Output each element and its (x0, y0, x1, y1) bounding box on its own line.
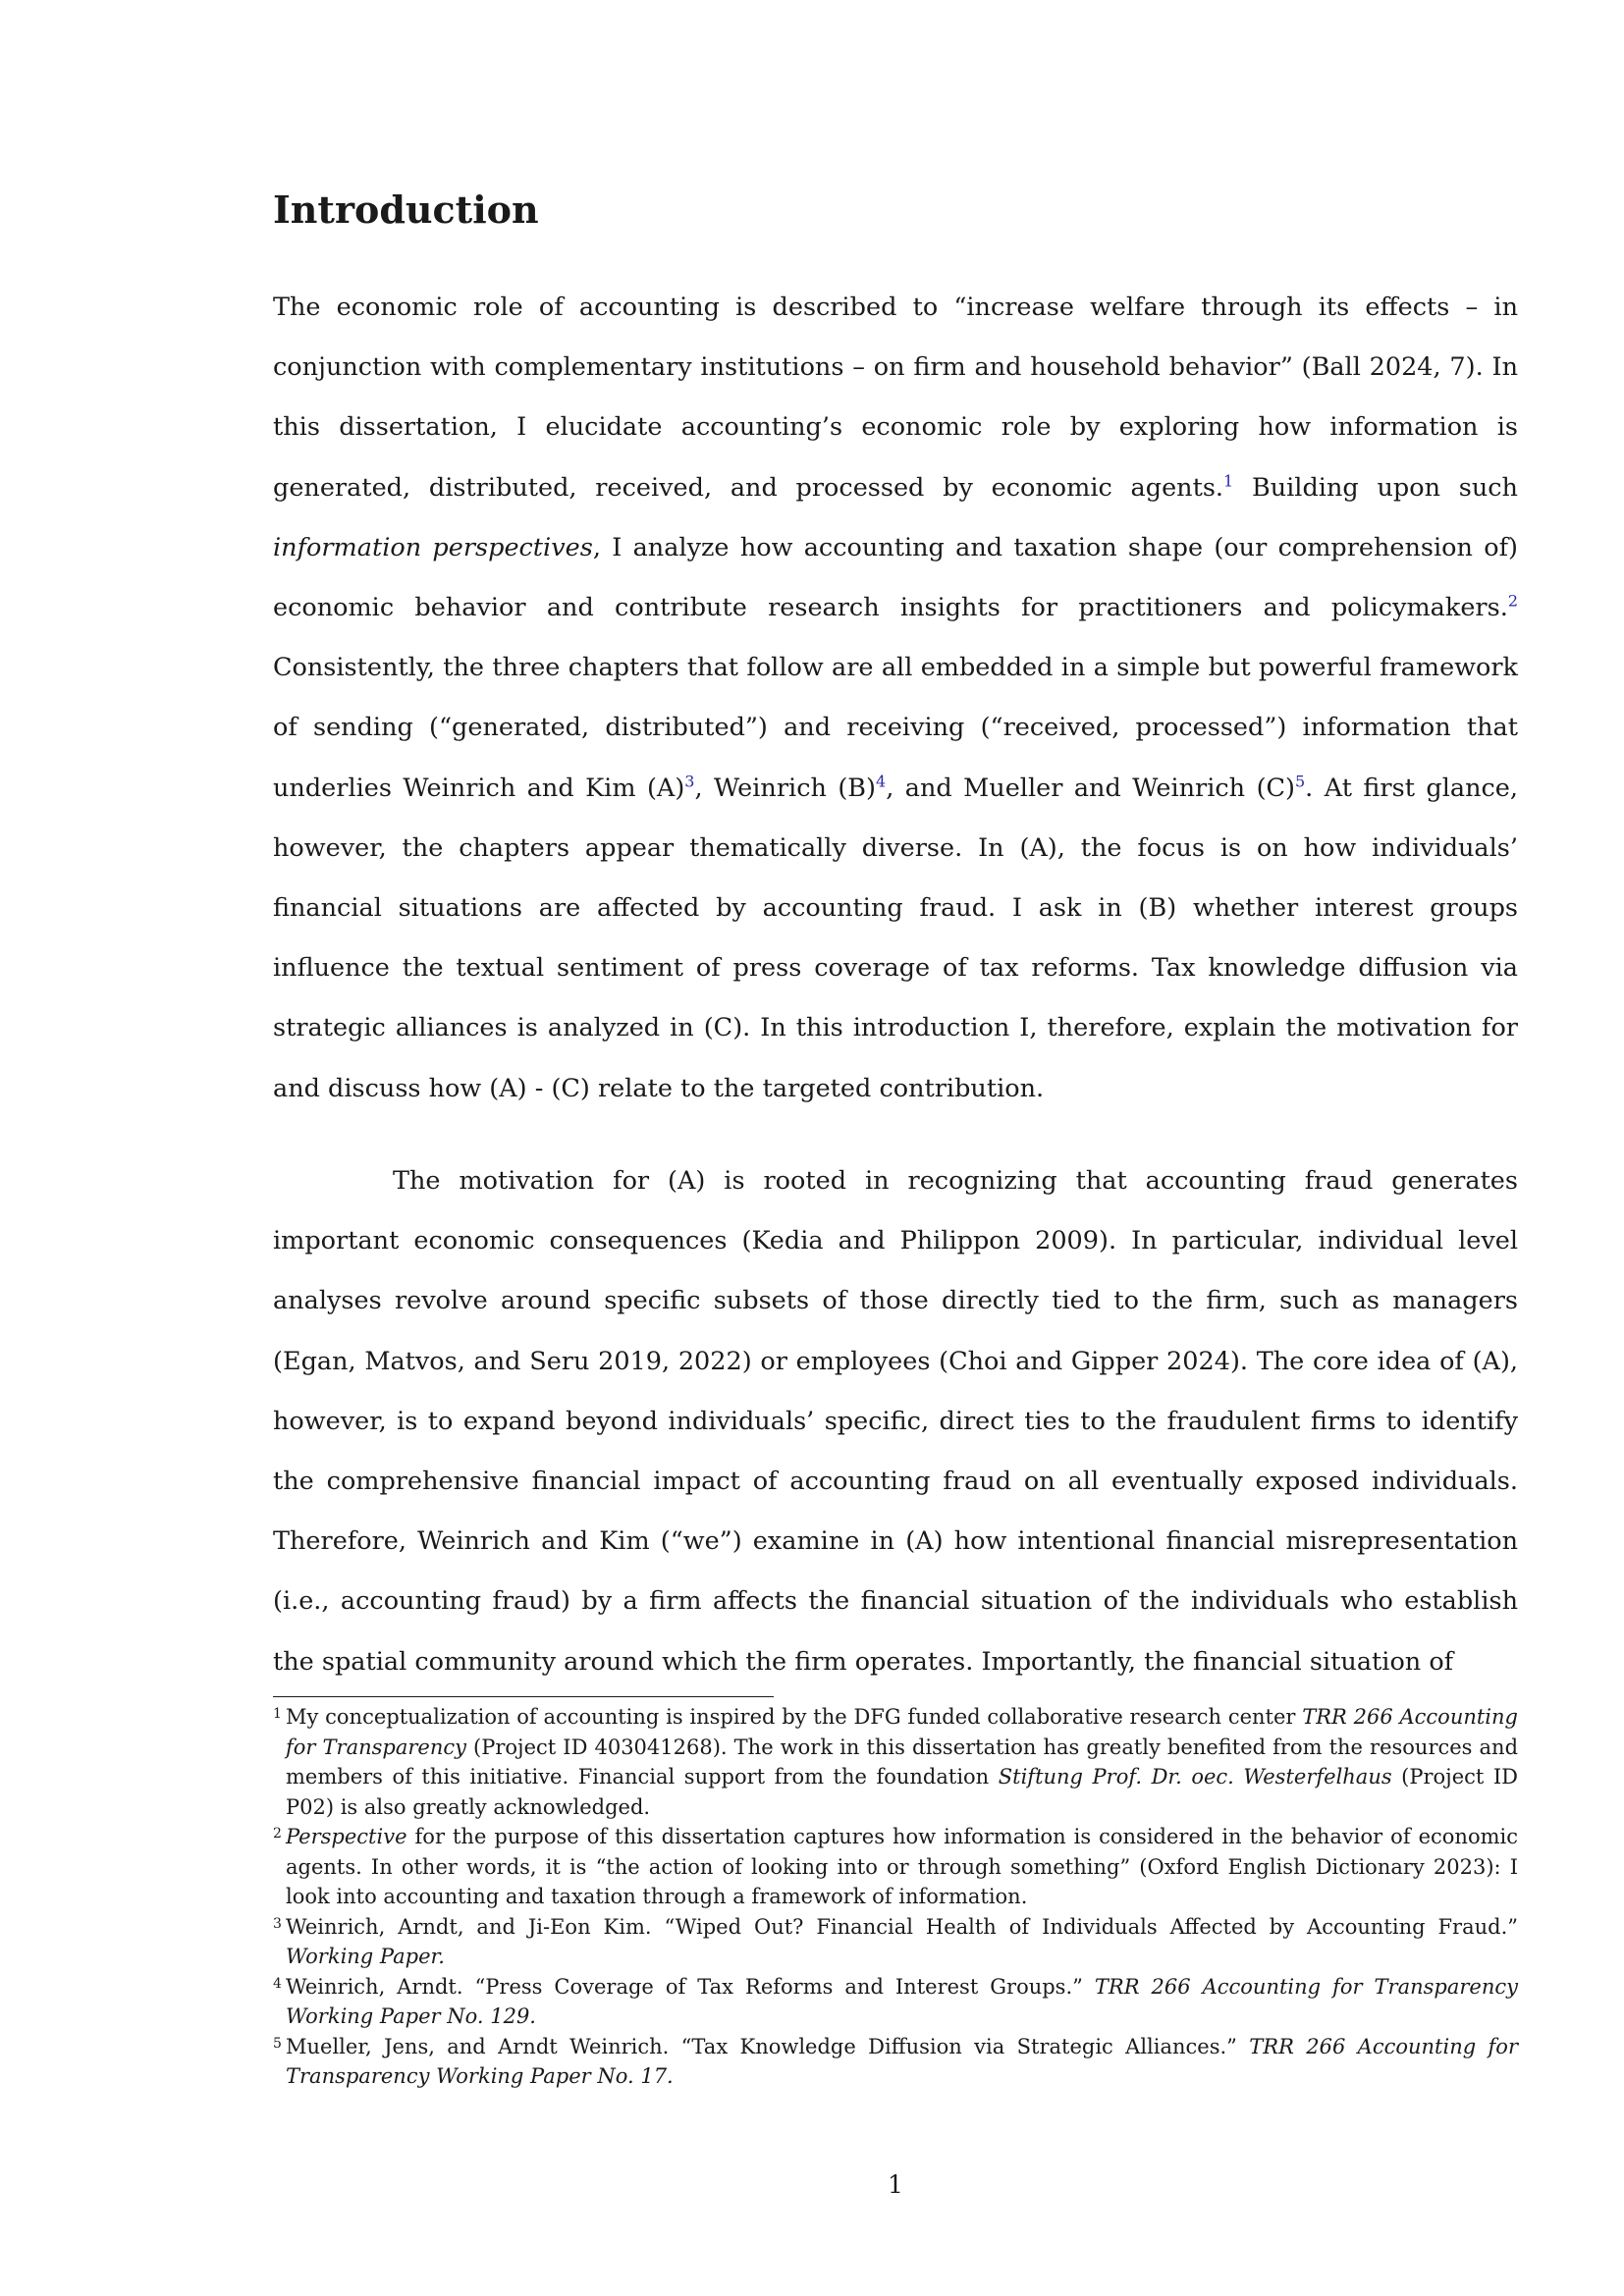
footnotes (273, 1702, 1518, 2092)
footnote-mark: 5 (273, 2035, 282, 2052)
text-run: , I analyze how accounting and taxation shape (our comprehension of) economic behavior and contribute research insights for practitioners and policymakers. (273, 532, 1518, 623)
footnote-ref-2[interactable]: 2 (1507, 591, 1518, 611)
footnote-ref-1[interactable]: 1 (1223, 471, 1234, 491)
footnote-text: (Project ID 403041268). The work in this dissertation has greatly benefited from the resources and members of this initiative. Financial support from the foundation (286, 1735, 1519, 1789)
footnote-mark: 1 (273, 1706, 282, 1722)
footnote-text: My conceptualization of accounting is inspired by the DFG funded collaborative research center (286, 1705, 1303, 1729)
footnote-4 (273, 1972, 1518, 2032)
footnote-text: (Project ID P02) is also greatly acknowledged. (286, 1765, 1518, 1819)
text-run: The economic role of accounting is described to “increase welfare through its effects – in conjunction with complementary institutions – on firm and household behavior” (Ball 2024, 7). In this dissertation, I elucidate accounting’s economic role by exploring how information is generated, distributed, received, and processed by economic agents. (273, 293, 1518, 503)
footnote-italic: Working Paper. (286, 1945, 445, 1968)
footnote-3 (273, 1912, 1518, 1972)
footnote-2 (273, 1822, 1518, 1912)
text-run: . At first glance, however, the chapters appear thematically diverse. In (A), the focus is on how individuals’ financial situations are affected by accounting fraud. I ask in (B) whether interest groups influence the textual sentiment of press coverage of tax reforms. Tax knowledge diffusion via strategic alliances is analyzed in (C). In this introduction I, therefore, explain the motivation for and discuss how (A) - (C) relate to the targeted contribution. (273, 773, 1518, 1103)
footnote-text: Weinrich, Arndt. “Press Coverage of Tax Reforms and Interest Groups.” (286, 1974, 1095, 1999)
text-run: , Weinrich (B) (694, 773, 876, 803)
footnote-text: Mueller, Jens, and Arndt Weinrich. “Tax Knowledge Diffusion via Strategic Alliances.” (286, 2034, 1250, 2058)
footnote-italic: Perspective (286, 1825, 407, 1848)
footnote-separator (273, 1696, 774, 1697)
footnote-italic: Stiftung Prof. Dr. oec. Westerfelhaus (998, 1765, 1392, 1789)
footnote-ref-5[interactable]: 5 (1294, 772, 1306, 791)
footnote-mark: 2 (273, 1826, 282, 1842)
text-run: , and Mueller and Weinrich (C) (886, 773, 1295, 803)
footnote-1 (273, 1702, 1518, 1822)
document-page (273, 0, 1518, 2296)
footnote-mark: 3 (273, 1915, 282, 1932)
footnote-italic: TRR 266 Accounting for Transparency Working Paper No. 129. (286, 1974, 1518, 2028)
footnote-ref-4[interactable]: 4 (876, 772, 887, 791)
text-run: Consistently, the three chapters that follow are all embedded in a simple but powerful framework of sending (“generated, distributed”) and receiving (“received, processed”) information that underlies Weinrich and Kim (A) (273, 653, 1518, 803)
footnote-ref-3[interactable]: 3 (684, 772, 695, 791)
text-run: Building upon such (1233, 472, 1518, 503)
footnote-italic: TRR 266 Accounting for Transparency Working Paper No. 17. (286, 2034, 1518, 2088)
footnote-mark: 4 (273, 1975, 282, 1992)
paragraph-1 (273, 278, 1518, 1119)
paragraph-2: The motivation for (A) is rooted in recognizing that accounting fraud generates important economic consequences (Kedia and Philippon 2009). In particular, individual level analyses revolve around specific subsets of those directly tied to the firm, such as managers (Egan, Matvos, and Seru 2019, 2022) or employees (Choi and Gipper 2024). The core idea of (A), however, is to expand beyond individuals’ specific, direct ties to the fraudulent firms to identify the comprehensive financial impact of accounting fraud on all eventually exposed individuals. Therefore, Weinrich and Kim (“we”) examine in (A) how intentional financial misrepresentation (i.e., accounting fraud) by a firm affects the financial situation of the individuals who establish the spatial community around which the firm operates. Importantly, the financial situation of (273, 1166, 1518, 1677)
footnote-italic: TRR 266 Accounting for Transparency (286, 1705, 1518, 1759)
italic-term: information perspectives (273, 532, 593, 562)
section-heading: Introduction (273, 187, 539, 232)
footnote-text: for the purpose of this dissertation captures how information is considered in the behavior of economic agents. In other words, it is “the action of looking into or through something” (Oxford English Dictionary 2023): I look into accounting and taxation through a framework of information. (286, 1825, 1518, 1908)
page-number: 1 (888, 2170, 903, 2199)
footnote-5 (273, 2032, 1518, 2092)
footnote-text: Weinrich, Arndt, and Ji-Eon Kim. “Wiped Out? Financial Health of Individuals Affected by Accounting Fraud.” (286, 1914, 1518, 1939)
